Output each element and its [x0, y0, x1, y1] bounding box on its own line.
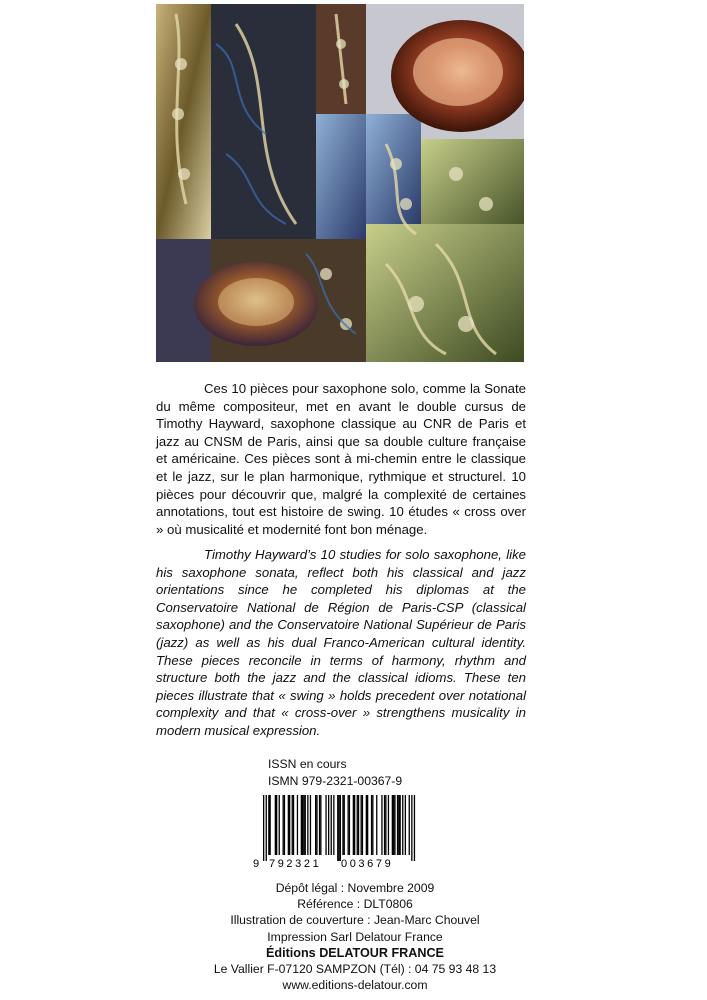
barcode-bar — [325, 795, 326, 855]
barcode-bar — [349, 795, 350, 855]
saxophone-collage-icon — [156, 4, 524, 362]
reference: Référence : DLT0806 — [297, 897, 413, 912]
barcode-bar — [397, 795, 398, 855]
barcode-bar — [331, 795, 332, 855]
barcode-bar — [315, 795, 316, 855]
barcode-bar — [333, 795, 334, 855]
barcode-bar — [354, 795, 355, 855]
barcode-bar — [263, 795, 264, 861]
barcode-bar — [342, 795, 343, 855]
barcode-bar — [292, 795, 293, 855]
depot-legal: Dépôt légal : Novembre 2009 — [275, 881, 435, 895]
barcode-bar — [266, 795, 267, 861]
barcode-bar — [388, 795, 389, 855]
barcode-bar — [348, 795, 349, 855]
barcode-bar — [398, 795, 399, 855]
illustration-credit: Illustration de couverture : Jean-Marc Chouvel — [230, 913, 480, 928]
barcode-bar — [305, 795, 306, 855]
barcode-bar — [361, 795, 362, 855]
barcode-bar — [358, 795, 359, 855]
barcode-bar — [283, 795, 284, 855]
publisher-website: www.editions-delatour.com — [282, 978, 428, 993]
barcode-bar — [392, 795, 393, 855]
barcode-right-digits: 003679 — [341, 858, 394, 870]
barcode-bar — [268, 795, 269, 855]
barcode-bar — [297, 795, 298, 855]
barcode-bar — [340, 795, 341, 861]
barcode-bar — [411, 795, 412, 861]
description-french-text: Ces 10 pièces pour saxophone solo, comme la Sonate du même compositeur, met en avant le double cursus de Timothy Hayward, saxophone classique au CNR de Paris et jazz au CNSM de Paris, ainsi que sa double culture française et américaine. Ces pièces sont à mi-chemin entre le classique et le jazz, sur le plan harmonique, rythmique et structurel. 10 pièces pour découvrir que, malgré la complexité de certaines annotations, tout est histoire de swing. 10 études « cross over » où musicalité et modernité font bon ménage. — [156, 381, 526, 537]
issn-label: ISSN en cours — [268, 757, 347, 771]
barcode-bar — [284, 795, 285, 855]
barcode-bar — [371, 795, 372, 855]
barcode-bar — [338, 795, 339, 861]
barcode-bar — [293, 795, 294, 855]
barcode-bar — [362, 795, 363, 855]
barcode-bar — [385, 795, 386, 855]
barcode-bar — [302, 795, 303, 855]
description-english — [156, 546, 526, 740]
barcode-bar — [384, 795, 385, 855]
barcode-left-digits: 792321 — [269, 858, 322, 870]
barcode-bar — [394, 795, 395, 855]
cover-illustration — [156, 4, 524, 362]
barcode-bar — [402, 795, 403, 855]
barcode-icon — [251, 795, 421, 870]
barcode-bar — [414, 795, 415, 861]
barcode-bar — [353, 795, 354, 855]
barcode-bar — [289, 795, 290, 855]
barcode-bar — [328, 795, 329, 855]
barcode-bar — [275, 795, 276, 855]
barcode-bar — [409, 795, 410, 855]
barcode-bar — [301, 795, 302, 855]
barcode-bar — [405, 795, 406, 855]
barcode-bar — [288, 795, 289, 855]
barcode-bar — [320, 795, 321, 855]
publisher-name: Éditions DELATOUR FRANCE — [266, 945, 444, 960]
barcode-bar — [393, 795, 394, 855]
barcode-bar — [344, 795, 345, 855]
barcode-bar — [303, 795, 304, 855]
barcode-bar — [270, 795, 271, 855]
ismn-label: ISMN 979-2321-00367-9 — [268, 774, 403, 788]
barcode-bar — [319, 795, 320, 855]
barcode-bar — [357, 795, 358, 855]
publisher-address: Le Vallier F-07120 SAMPZON (Tél) : 04 75 93 48 13 — [213, 962, 497, 977]
barcode-bar — [367, 795, 368, 855]
barcode-bar — [337, 795, 338, 861]
description-english-text: Timothy Hayward’s 10 studies for solo saxophone, like his saxophone sonata, reflect both his classical and jazz orientations since he completed his diplomas at the Conservatoire National de Région de Paris-CSP (classical saxophone) and the Conservatoire National Supérieur de Paris (jazz) as well as his dual Franco-American cultural identity. These pieces reconcile in terms of harmony, rhythm and structure both the jazz and the classical idioms. These ten pieces illustrate that « swing » holds precedent over notational complexity and that « cross-over » strengthens musicality in modern musical expression. — [156, 547, 526, 738]
barcode-bar — [376, 795, 377, 855]
barcode-bar — [276, 795, 277, 855]
credits-block — [150, 880, 560, 993]
barcode-lead-digit: 9 — [253, 858, 260, 870]
barcode-bar — [366, 795, 367, 855]
printing-credit: Impression Sarl Delatour France — [267, 929, 443, 944]
barcode-bar — [372, 795, 373, 855]
barcode-bar — [279, 795, 280, 855]
barcode — [251, 795, 421, 870]
barcode-bar — [400, 795, 401, 855]
barcode-bar — [310, 795, 311, 855]
barcode-bar — [381, 795, 382, 855]
description-french — [156, 380, 526, 538]
barcode-bar — [307, 795, 308, 855]
barcode-bar — [316, 795, 317, 855]
